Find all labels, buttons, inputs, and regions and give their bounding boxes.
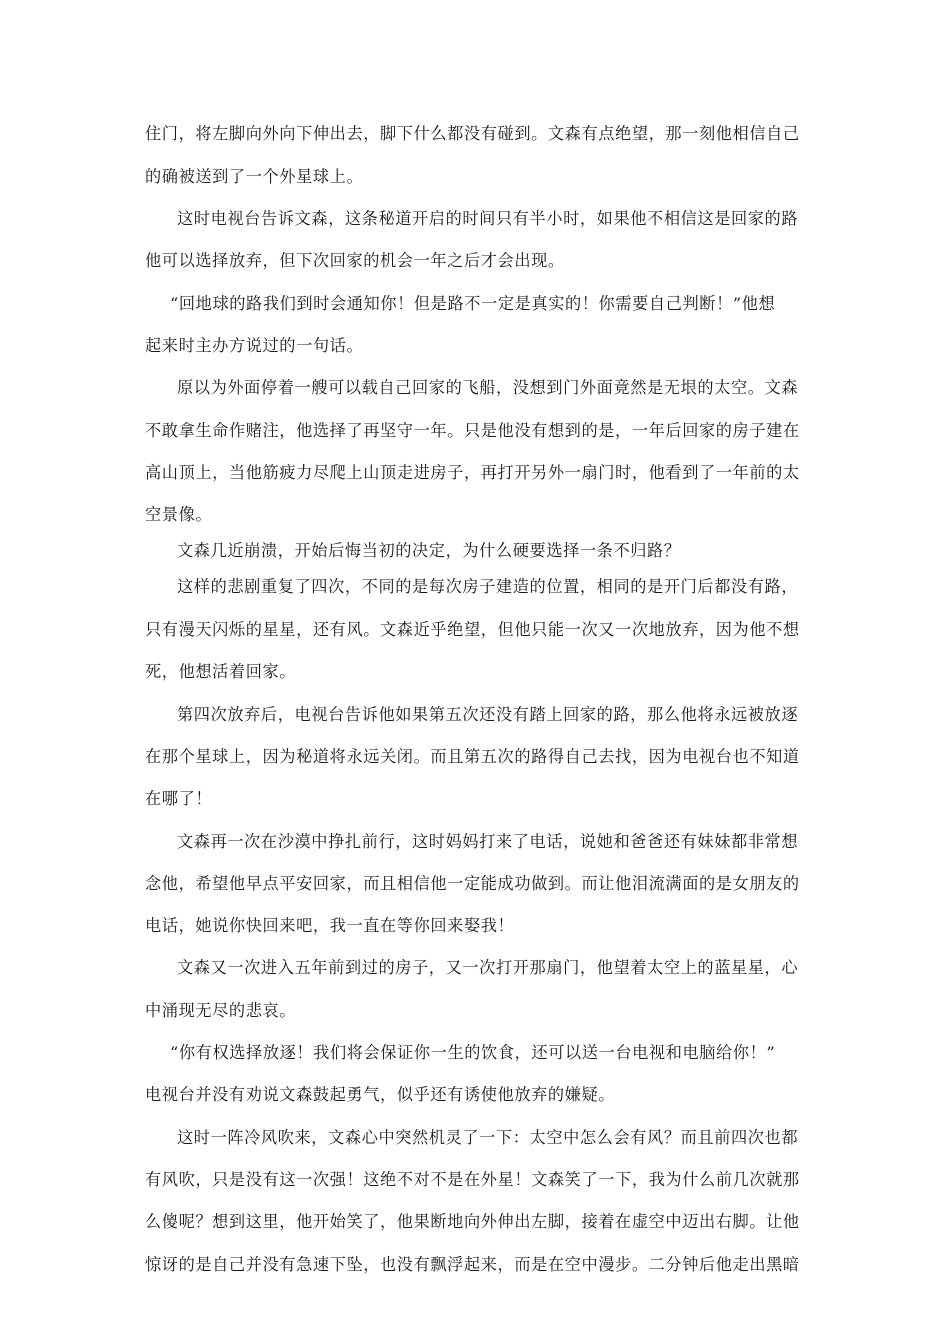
text-line: 只有漫天闪烁的星星，还有风。文森近乎绝望，但他只能一次又一次地放弃，因为他不想 [145,620,800,639]
text-line: 在哪了！ [145,789,213,808]
text-line: 空景像。 [145,505,213,524]
paragraph-first-line: 文森又一次进入五年前到过的房子，又一次打开那扇门，他望着太空上的蓝星星，心 [177,958,799,977]
text-line: 惊讶的是自己并没有急速下坠，也没有飘浮起来，而是在空中漫步。二分钟后他走出黑暗 [145,1255,800,1274]
text-line: 死，他想活着回家。 [145,662,297,681]
paragraph-first-line: 原以为外面停着一艘可以载自己回家的飞船，没想到门外面竟然是无垠的太空。文森 [177,378,799,397]
paragraph-first-line: 这时一阵冷风吹来，文森心中突然机灵了一下：太空中怎么会有风？而且前四次也都 [177,1128,799,1147]
text-line: 住门，将左脚向外向下伸出去，脚下什么都没有碰到。文森有点绝望，那一刻他相信自己 [145,124,800,143]
text-line: 起来时主办方说过的一句话。 [145,336,364,355]
text-line: 不敢拿生命作赌注，他选择了再坚守一年。只是他没有想到的是，一年后回家的房子建在 [145,421,800,440]
paragraph-first-line: “回地球的路我们到时会通知你！但是路不一定是真实的！你需要自己判断！”他想 [170,294,776,313]
text-line: 电视台并没有劝说文森鼓起勇气，似乎还有诱使他放弃的嫌疑。 [145,1085,616,1104]
text-line: 在那个星球上，因为秘道将永远关闭。而且第五次的路得自己去找，因为电视台也不知道 [145,747,800,766]
paragraph-first-line: 这样的悲剧重复了四次，不同的是每次房子建造的位置，相同的是开门后都没有路， [177,577,799,596]
paragraph-first-line: “你有权选择放逐！我们将会保证你一生的饮食，还可以送一台电视和电脑给你！” [170,1043,776,1062]
text-line: 他可以选择放弃，但下次回家的机会一年之后才会出现。 [145,251,565,270]
text-line: 有风吹，只是没有这一次强！这绝不对不是在外星！文森笑了一下，我为什么前几次就那 [145,1170,800,1189]
text-line: 高山顶上，当他筋疲力尽爬上山顶走进房子，再打开另外一扇门时，他看到了一年前的太 [145,463,800,482]
text-line: 电话，她说你快回来吧，我一直在等你回来娶我！ [145,916,515,935]
paragraph-first-line: 文森再一次在沙漠中挣扎前行，这时妈妈打来了电话，说她和爸爸还有妹妹都非常想 [177,832,799,851]
text-line: 的确被送到了一个外星球上。 [145,167,364,186]
paragraph-first-line: 文森几近崩溃，开始后悔当初的决定，为什么硬要选择一条不归路？ [177,541,681,560]
text-line: 中涌现无尽的悲哀。 [145,1001,297,1020]
text-line: 念他，希望他早点平安回家，而且相信他一定能成功做到。而让他泪流满面的是女朋友的 [145,874,800,893]
paragraph-first-line: 第四次放弃后，电视台告诉他如果第五次还没有踏上回家的路，那么他将永远被放逐 [177,705,799,724]
text-line: 么傻呢？想到这里，他开始笑了，他果断地向外伸出左脚，接着在虚空中迈出右脚。让他 [145,1212,800,1231]
paragraph-first-line: 这时电视台告诉文森，这条秘道开启的时间只有半小时，如果他不相信这是回家的路 [177,209,799,228]
